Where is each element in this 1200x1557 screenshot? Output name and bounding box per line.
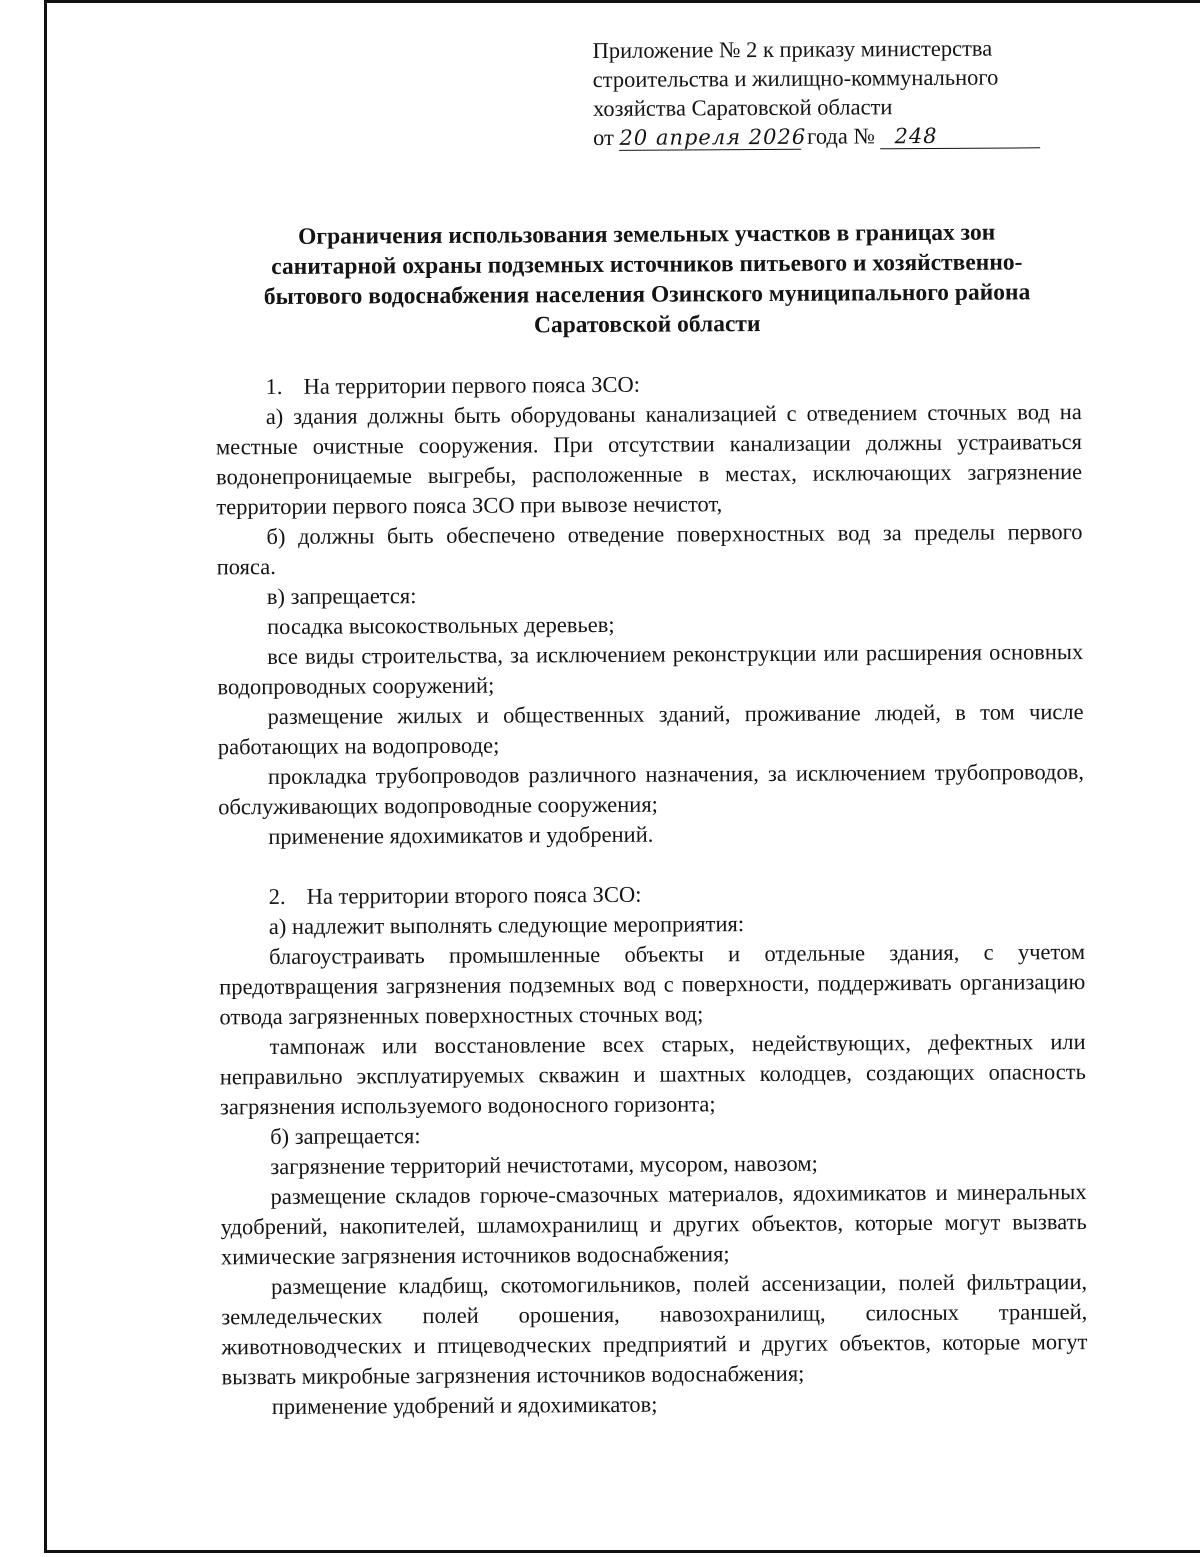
list-item: размещение складов горюче-смазочных материалов, ядохимикатов и минеральных удобрений, накопителей, шламохранилищ и других объектов, которые могут вызвать химические загрязнения источников водоснабжения; [220,1179,1087,1270]
date-prefix: от [592,124,614,151]
paragraph: б) должны быть обеспечено отведение поверхностных вод за пределы первого пояса. [216,519,1083,580]
year-number-label: года № [807,123,875,149]
paragraph: а) надлежит выполнять следующие мероприятия: [268,911,745,940]
header-line-3: хозяйства Саратовской области [592,94,893,122]
header-date-line [593,120,1073,152]
list-item: загрязнение территорий нечистотами, мусором, навозом; [270,1150,818,1180]
list-item: все виды строительства, за исключением реконструкции или расширения основных водопроводных сооружений; [217,639,1084,700]
handwritten-date: 20 апреля 2026 [619,124,807,150]
title-line-3: бытового водоснабжения населения Озинского муниципального района [263,279,1031,311]
section-number: 2. [268,883,286,910]
list-item: размещение кладбищ, скотомогильников, полей ассенизации, полей фильтрации, земледельческих полей орошения, навозохранилищ, силосных траншей, животноводческих и птицеводческих предприятий и других объектов, которые могут вызвать микробные загрязнения источников водоснабжения; [221,1269,1088,1390]
paragraph: б) запрещается: [270,1123,421,1150]
list-item: благоустраивать промышленные объекты и отдельные здания, с учетом предотвращения загрязнения подземных вод с поверхности, поддерживать организацию отвода загрязненных поверхностных сточных вод; [219,939,1086,1030]
title-line-1: Ограничения использования земельных участков в границах зон [298,219,996,250]
section-heading-text: На территории первого пояса ЗСО: [303,371,641,399]
header-line-2: строительства и жилищно-коммунального [592,64,999,93]
handwritten-number: 248 [894,123,938,149]
number-field [880,123,1040,149]
document-title [212,217,1083,342]
list-item: применение удобрений и ядохимикатов; [271,1391,658,1420]
list-item: посадка высокоствольных деревьев; [266,611,615,640]
title-line-4: Саратовской области [533,311,761,339]
date-field [619,124,807,151]
document-body [216,367,1088,1422]
list-item: тампонаж или восстановление всех старых, недействующих, дефектных или неправильно эксплуатируемых скважин и шахтных колодцев, создающих опасность загрязнения используемого водоносного горизонта; [219,1029,1086,1120]
title-line-2: санитарной охраны подземных источников питьевого и хозяйственно- [271,249,1023,280]
section-number: 1. [265,373,283,400]
header-line-1: Приложение № 2 к приказу министерства [592,35,993,64]
appendix-header [592,33,1073,152]
list-item: прокладка трубопроводов различного назначения, за исключением трубопроводов, обслуживающих водопроводные сооружения; [218,759,1085,820]
paragraph: а) здания должны быть оборудованы канализацией с отведением сточных вод на местные очистные сооружения. При отсутствии канализации должны устраиваться водонепроницаемые выгребы, расположенные в местах, исключающих загрязнение территории первого пояса ЗСО при вывозе нечистот, [215,399,1083,520]
list-item: размещение жилых и общественных зданий, проживание людей, в том числе работающих на водопроводе; [217,699,1084,760]
list-item: применение ядохимикатов и удобрений. [268,821,654,850]
section-heading-text: На территории второго пояса ЗСО: [306,881,642,909]
paragraph: в) запрещается: [266,583,417,610]
